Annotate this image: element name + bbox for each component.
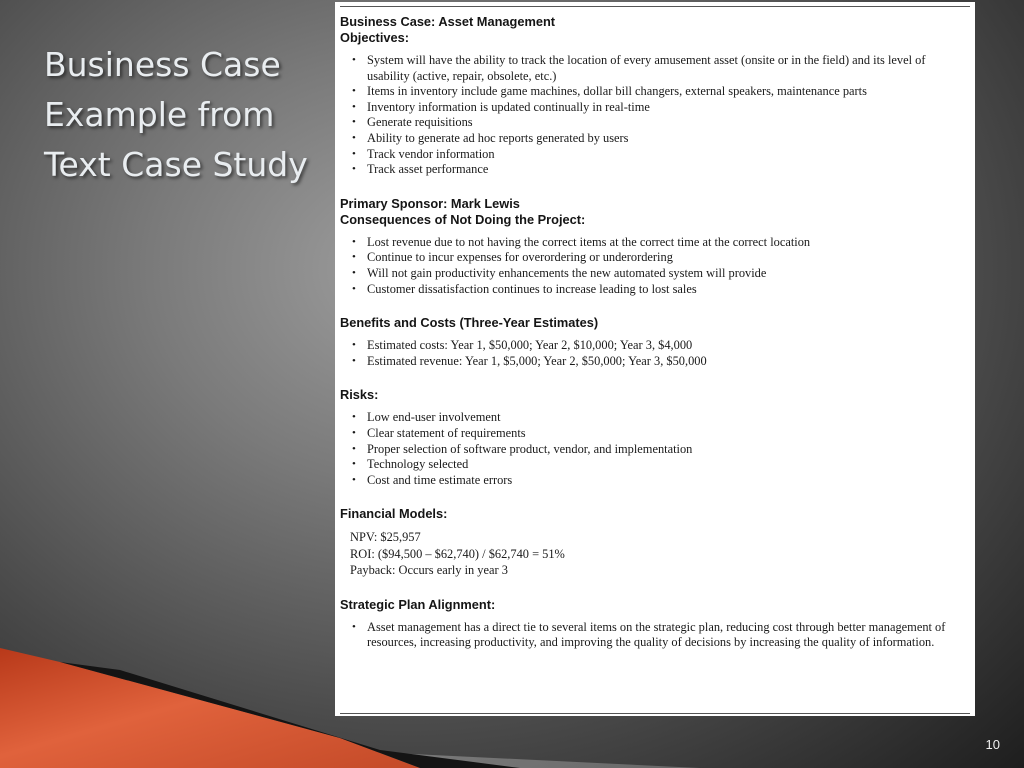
list-item: • Estimated costs: Year 1, $50,000; Year 2, $10,000; Year 3, $4,000 xyxy=(340,338,970,354)
slide-title-line-1: Business Case xyxy=(44,45,281,84)
list-item: • Cost and time estimate errors xyxy=(340,473,970,489)
consequences-section xyxy=(340,196,970,297)
list-item: • Ability to generate ad hoc reports generated by users xyxy=(340,131,970,147)
risks-section xyxy=(340,387,970,488)
strategic-section xyxy=(340,597,970,651)
risks-list xyxy=(340,410,970,488)
business-case-document xyxy=(335,2,975,716)
list-item: • Generate requisitions xyxy=(340,115,970,131)
objectives-label: Objectives: xyxy=(340,30,409,45)
consequences-label: Consequences of Not Doing the Project: xyxy=(340,211,586,227)
list-item: • Clear statement of requirements xyxy=(340,426,970,442)
financial-section xyxy=(340,506,970,579)
consequences-list xyxy=(340,235,970,297)
benefits-list xyxy=(340,338,970,369)
benefits-label: Benefits and Costs (Three-Year Estimates) xyxy=(340,315,599,331)
slide-title-line-2: Example from xyxy=(44,95,275,134)
risks-label: Risks: xyxy=(340,387,379,403)
list-item: • Will not gain productivity enhancements the new automated system will provide xyxy=(340,266,970,282)
financial-models xyxy=(350,529,970,579)
list-item: • Proper selection of software product, vendor, and implementation xyxy=(340,442,970,458)
list-item: • Track vendor information xyxy=(340,147,970,163)
objectives-list xyxy=(340,53,970,178)
bottom-rule xyxy=(340,713,970,714)
list-item: • Estimated revenue: Year 1, $5,000; Year 2, $50,000; Year 3, $50,000 xyxy=(340,354,970,370)
slide-title xyxy=(44,40,334,190)
list-item: • Asset management has a direct tie to several items on the strategic plan, reducing cost through better management of resources, increasing productivity, and improving the quality of decisions by increasing the quality of information. xyxy=(340,620,970,651)
list-item: • Items in inventory include game machines, dollar bill changers, external speakers, maintenance parts xyxy=(340,84,970,100)
roi-value: ROI: ($94,500 – $62,740) / $62,740 = 51% xyxy=(350,546,565,561)
slide-title-line-3: Text Case Study xyxy=(44,145,308,184)
strategic-list xyxy=(340,620,970,651)
list-item: • Technology selected xyxy=(340,457,970,473)
document-heading: Business Case: Asset Management xyxy=(340,14,556,29)
list-item: • System will have the ability to track the location of every amusement asset (onsite or in the field) and its level of usability (active, repair, obsolete, etc.) xyxy=(340,53,970,84)
payback-value: Payback: Occurs early in year 3 xyxy=(350,563,508,578)
list-item: • Track asset performance xyxy=(340,162,970,178)
financial-label: Financial Models: xyxy=(340,506,448,522)
benefits-section xyxy=(340,315,970,369)
list-item: • Customer dissatisfaction continues to increase leading to lost sales xyxy=(340,282,970,298)
list-item: • Continue to incur expenses for overordering or underordering xyxy=(340,250,970,266)
npv-value: NPV: $25,957 xyxy=(350,530,421,545)
list-item: • Low end-user involvement xyxy=(340,410,970,426)
top-rule xyxy=(340,6,970,7)
sponsor-label: Primary Sponsor: Mark Lewis xyxy=(340,195,520,211)
objectives-section xyxy=(340,14,970,178)
list-item: • Lost revenue due to not having the correct items at the correct time at the correct location xyxy=(340,235,970,251)
strategic-label: Strategic Plan Alignment: xyxy=(340,596,496,612)
list-item: • Inventory information is updated continually in real-time xyxy=(340,100,970,116)
slide-number: 10 xyxy=(985,737,1000,752)
